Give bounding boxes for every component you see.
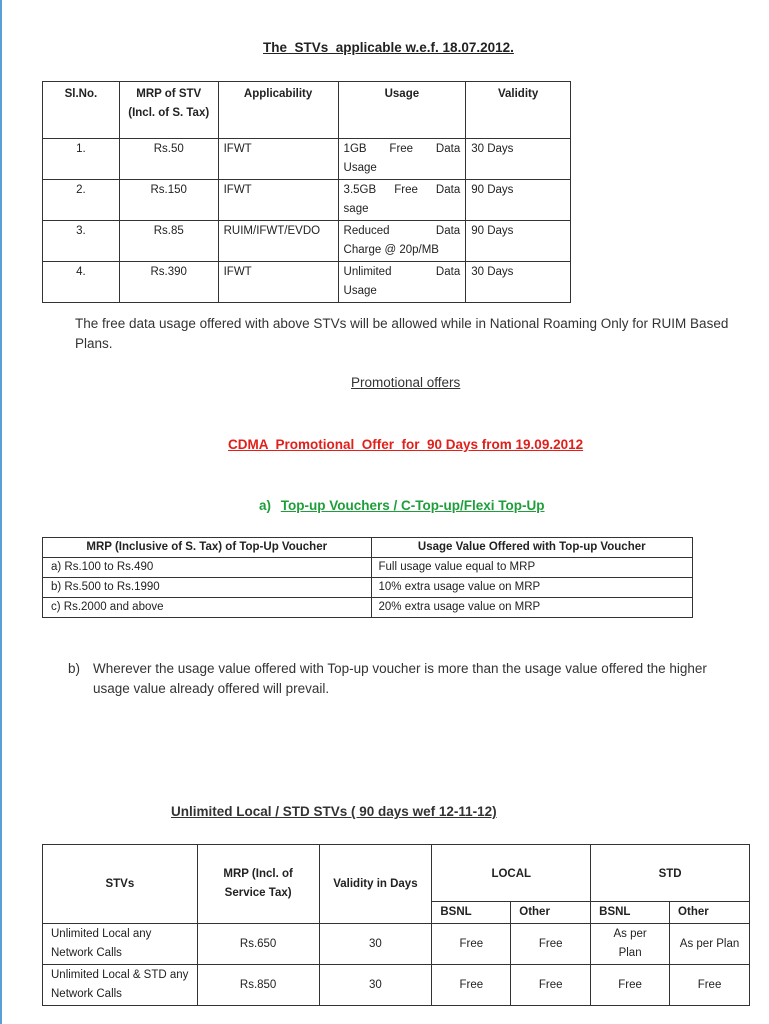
applicability-cell: RUIM/IFWT/EVDO [218, 221, 338, 262]
local-bsnl-cell: Free [432, 924, 511, 965]
national-roaming-note: The free data usage offered with above STVs will be allowed while in National Roaming Only for RUIM Based Plans. [75, 316, 729, 351]
stv-name-cell: Unlimited Local & STD any Network Calls [43, 965, 198, 1006]
column-header: LOCAL [432, 845, 591, 902]
table-row [43, 180, 571, 221]
sl-no-cell: 4. [43, 262, 120, 303]
usage-line: Charge @ 20p/MB [343, 244, 439, 256]
mrp-cell: Rs.50 [119, 139, 218, 180]
table-header-row [43, 845, 750, 902]
validity-cell: 30 [319, 924, 432, 965]
mrp-cell: Rs.650 [197, 924, 319, 965]
table-row [43, 924, 750, 965]
column-header: STVs [43, 845, 198, 924]
sl-no-cell: 2. [43, 180, 120, 221]
applicability-cell: IFWT [218, 262, 338, 303]
stv-name-cell: Unlimited Local any Network Calls [43, 924, 198, 965]
sl-no-cell: 1. [43, 139, 120, 180]
validity-cell: 30 Days [466, 262, 571, 303]
table-row [43, 262, 571, 303]
topup-label: a) [259, 498, 272, 513]
table-row [43, 139, 571, 180]
unlimited-stv-table [42, 844, 750, 1006]
table-row [43, 598, 693, 618]
usage-cell [338, 221, 466, 262]
sl-no-cell: 3. [43, 221, 120, 262]
unlimited-stv-heading: Unlimited Local / STD STVs ( 90 days wef 12-11-12) [171, 804, 497, 819]
std-bsnl-cell: Free [591, 965, 670, 1006]
note-b-text: Wherever the usage value offered with Top-up voucher is more than the usage value offered the higher usage value already offered will prevail. [93, 661, 707, 696]
column-subheader: BSNL [432, 902, 511, 924]
usage-line: 3.5GB Free Data [343, 184, 461, 196]
table-row [43, 578, 693, 598]
mrp-cell: Rs.390 [119, 262, 218, 303]
column-header: Applicability [218, 82, 338, 139]
applicability-cell: IFWT [218, 139, 338, 180]
usage-cell [338, 180, 466, 221]
topup-heading: Top-up Vouchers / C-Top-up/Flexi Top-Up [280, 498, 545, 513]
usage-value-cell: 10% extra usage value on MRP [371, 578, 693, 598]
column-header: Validity in Days [319, 845, 432, 924]
column-header: Validity [466, 82, 571, 139]
mrp-cell: Rs.85 [119, 221, 218, 262]
usage-line: Reduced Data [343, 225, 461, 237]
column-header: MRP (Incl. of Service Tax) [197, 845, 319, 924]
column-header: Usage Value Offered with Top-up Voucher [371, 538, 693, 558]
mrp-range-cell: a) Rs.100 to Rs.490 [43, 558, 372, 578]
note-b-label: b) [68, 661, 81, 676]
local-bsnl-cell: Free [432, 965, 511, 1006]
mrp-cell: Rs.850 [197, 965, 319, 1006]
table-row [43, 558, 693, 578]
usage-value-cell: 20% extra usage value on MRP [371, 598, 693, 618]
usage-line: sage [343, 203, 369, 215]
table-header-row [43, 538, 693, 558]
page-title: The STVs applicable w.e.f. 18.07.2012. [263, 40, 514, 55]
usage-line: Usage [343, 285, 377, 297]
promotional-offers-heading: Promotional offers [351, 375, 461, 390]
column-header: MRP (Inclusive of S. Tax) of Top-Up Voucher [43, 538, 372, 558]
stv-table [42, 81, 571, 303]
column-header: Sl.No. [43, 82, 120, 139]
usage-line: Usage [343, 162, 377, 174]
mrp-range-cell: b) Rs.500 to Rs.1990 [43, 578, 372, 598]
usage-value-cell: Full usage value equal to MRP [371, 558, 693, 578]
page-left-border [0, 0, 2, 1024]
column-header: MRP of STV (Incl. of S. Tax) [119, 82, 218, 139]
applicability-cell: IFWT [218, 180, 338, 221]
local-other-cell: Free [511, 924, 591, 965]
mrp-cell: Rs.150 [119, 180, 218, 221]
table-header-row [43, 82, 571, 139]
mrp-range-cell: c) Rs.2000 and above [43, 598, 372, 618]
validity-cell: 30 Days [466, 139, 571, 180]
table-row [43, 221, 571, 262]
usage-cell [338, 139, 466, 180]
topup-heading-row [259, 498, 545, 513]
column-header: STD [591, 845, 750, 902]
local-other-cell: Free [511, 965, 591, 1006]
column-header: Usage [338, 82, 466, 139]
usage-cell [338, 262, 466, 303]
std-other-cell: Free [670, 965, 750, 1006]
validity-cell: 90 Days [466, 180, 571, 221]
validity-cell: 30 [319, 965, 432, 1006]
column-subheader: Other [670, 902, 750, 924]
std-bsnl-cell: As per Plan [591, 924, 670, 965]
table-row [43, 965, 750, 1006]
column-subheader: Other [511, 902, 591, 924]
usage-line: Unlimited Data [343, 266, 461, 278]
validity-cell: 90 Days [466, 221, 571, 262]
usage-line: 1GB Free Data [343, 143, 461, 155]
topup-table [42, 537, 693, 618]
std-other-cell: As per Plan [670, 924, 750, 965]
column-subheader: BSNL [591, 902, 670, 924]
cdma-offer-heading: CDMA Promotional Offer for 90 Days from 19.09.2012 [228, 437, 584, 452]
